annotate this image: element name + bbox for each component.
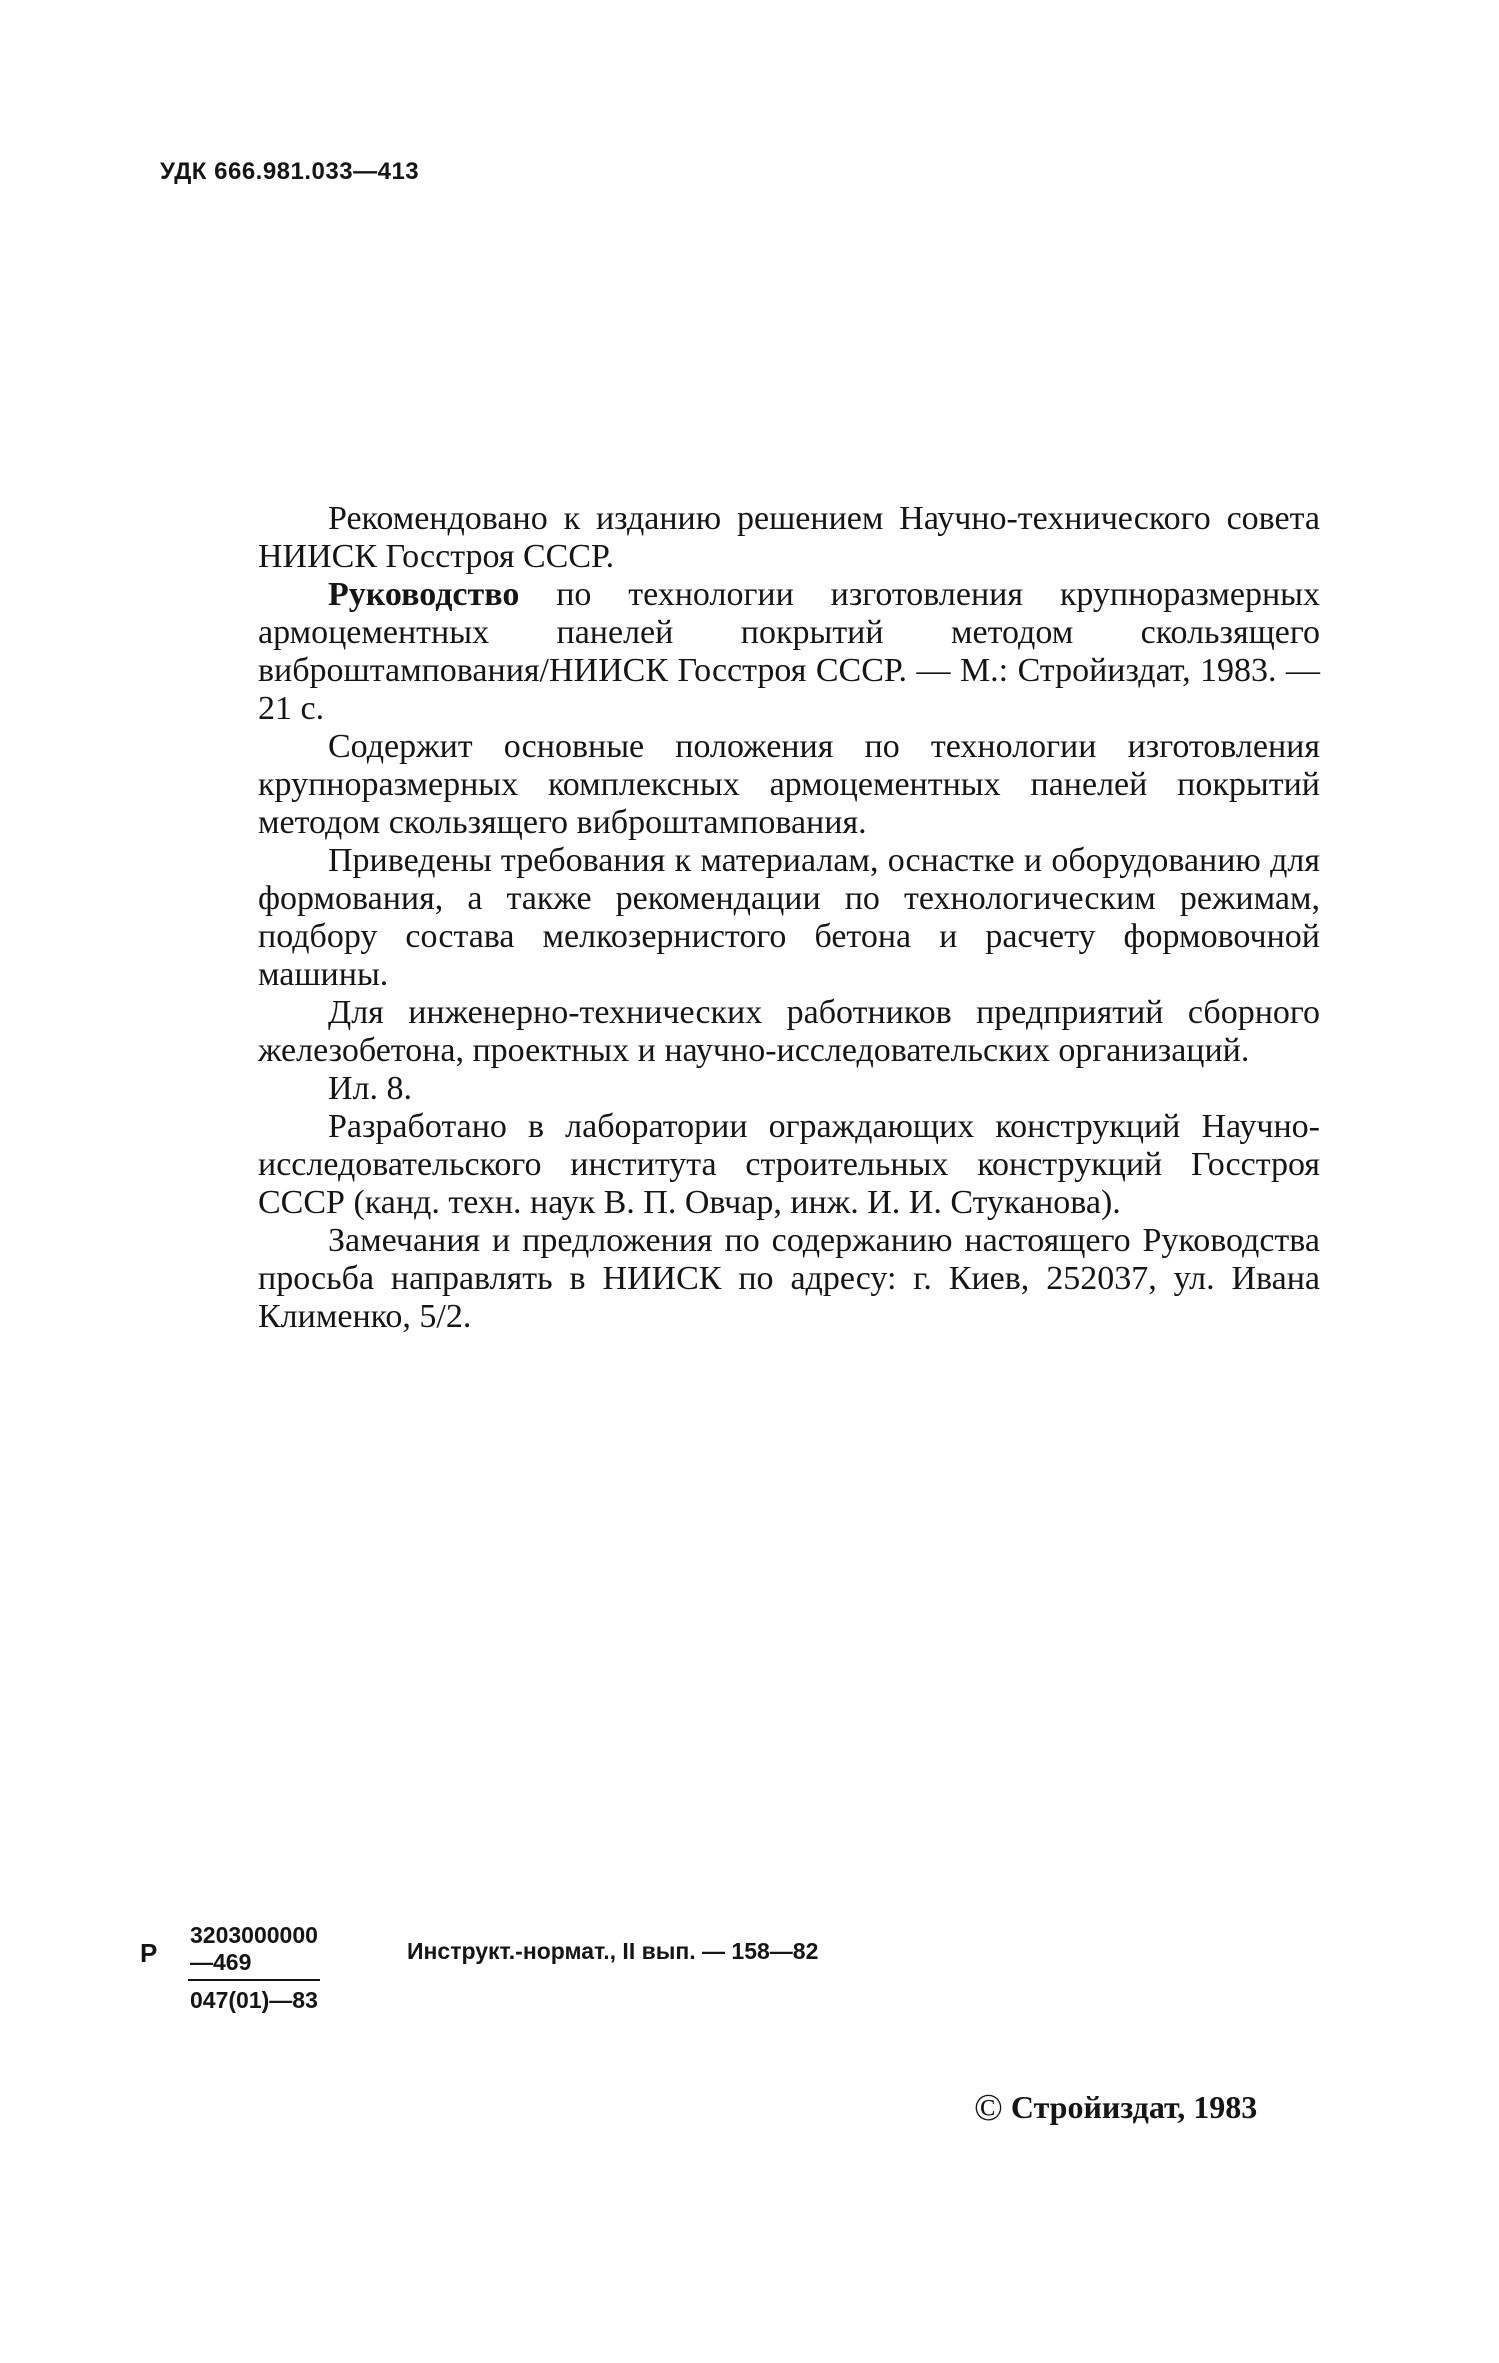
imprint-numerator: 3203000000—469 xyxy=(188,1922,320,1981)
audience-paragraph: Для инженерно-технических работников предприятий сборного железобетона, проектных и научно-исследовательских организаций. xyxy=(258,994,1320,1069)
feedback-paragraph: Замечания и предложения по содержанию настоящего Руководства просьба направлять в НИИСК по адресу: г. Киев, 252037, ул. Ивана Клименко, 5/2. xyxy=(258,1222,1320,1335)
bibliographic-rest: по технологии изготовления крупноразмерных армоцементных панелей покрытий методом скользящего виброштампования/НИИСК Госстроя СССР. — М.: Стройиздат, 1983. — 21 с. xyxy=(258,576,1320,727)
recommendation-paragraph: Рекомендовано к изданию решением Научно-технического совета НИИСК Госстроя СССР. xyxy=(258,500,1320,575)
developed-paragraph: Разработано в лаборатории ограждающих конструкций Научно-исследовательского института строительных конструкций Госстроя СССР (канд. техн. наук В. П. Овчар, инж. И. И. Стуканова). xyxy=(258,1108,1320,1221)
title-bold: Руководство xyxy=(328,576,520,613)
copyright-line xyxy=(974,2086,1257,2130)
imprint-letter: Р xyxy=(140,1938,158,1968)
illustrations-count: Ил. 8. xyxy=(328,1070,413,1107)
copyright-icon: © xyxy=(974,2087,1003,2129)
bibliographic-paragraph xyxy=(258,576,1320,728)
imprint-note: Инструкт.-нормат., II вып. — 158—82 xyxy=(407,1938,819,1964)
udk-code: УДК 666.981.033—413 xyxy=(160,158,420,185)
copyright-text: Стройиздат, 1983 xyxy=(1010,2089,1258,2125)
requirements-paragraph: Приведены требования к материалам, оснастке и оборудованию для формования, а также рекомендации по технологическим режимам, подбору состава мелкозернистого бетона и расчету формовочной машины. xyxy=(258,842,1320,993)
content-paragraph: Содержит основные положения по технологии изготовления крупноразмерных комплексных армоцементных панелей покрытий методом скользящего виброштампования. xyxy=(258,728,1320,841)
abstract-block xyxy=(258,500,1320,1336)
imprint-fraction xyxy=(188,1922,320,2014)
imprint-denominator: 047(01)—83 xyxy=(190,1987,318,2013)
